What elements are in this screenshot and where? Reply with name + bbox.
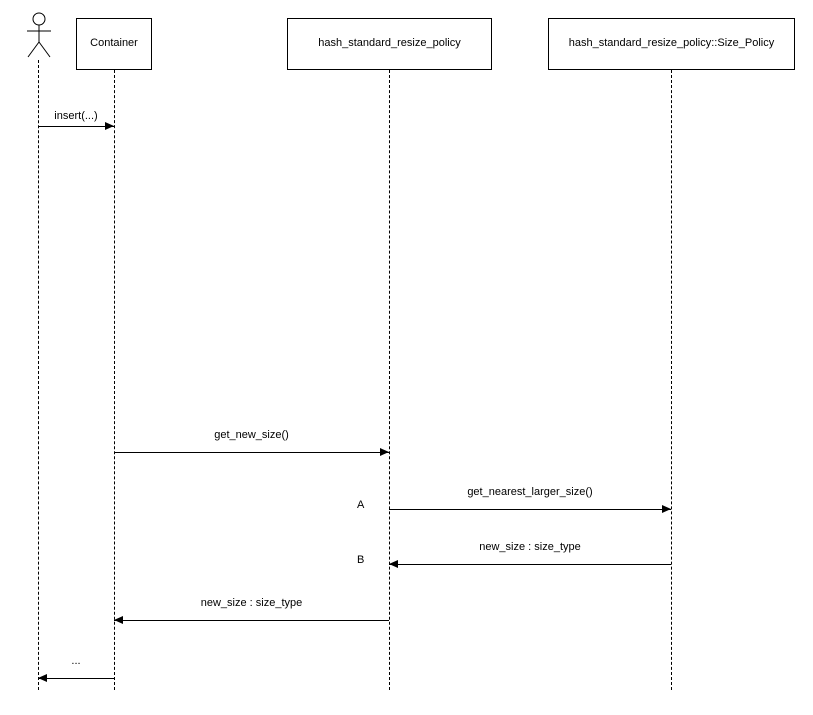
participant-box-hash-standard-resize-policy [287,18,492,70]
message-label-insert: insert(...) [54,110,98,122]
message-line-new-size-return-inner [389,564,671,565]
message-line-get-new-size [114,452,389,453]
arrowhead-left-icon [38,674,47,682]
message-label-new-size-return-outer: new_size : size_type [200,597,303,609]
step-label-a: A [357,499,365,511]
participant-label-size-policy: hash_standard_resize_policy::Size_Policy [568,37,775,50]
participant-label-container: Container [90,37,138,50]
message-line-ellipsis [38,678,114,679]
lifeline-size-policy [671,70,672,690]
message-line-get-nearest-larger-size [389,509,671,510]
arrowhead-left-icon [389,560,398,568]
step-label-b: B [357,554,365,566]
arrowhead-left-icon [114,616,123,624]
message-label-new-size-return-inner: new_size : size_type [479,541,581,553]
lifeline-actor [38,60,39,690]
participant-label-hash-standard-resize-policy: hash_standard_resize_policy [318,37,461,50]
message-label-ellipsis: ... [71,655,81,667]
lifeline-hash-standard-resize-policy [389,70,390,690]
participant-box-container [76,18,152,70]
arrowhead-right-icon [105,122,114,130]
message-line-insert [38,126,114,127]
message-label-get-nearest-larger-size: get_nearest_larger_size() [467,486,593,498]
participant-box-size-policy [548,18,795,70]
arrowhead-right-icon [380,448,389,456]
message-label-get-new-size: get_new_size() [214,429,289,441]
message-line-new-size-return-outer [114,620,389,621]
actor-icon [24,12,54,60]
actor-stick-figure [24,12,54,60]
arrowhead-right-icon [662,505,671,513]
